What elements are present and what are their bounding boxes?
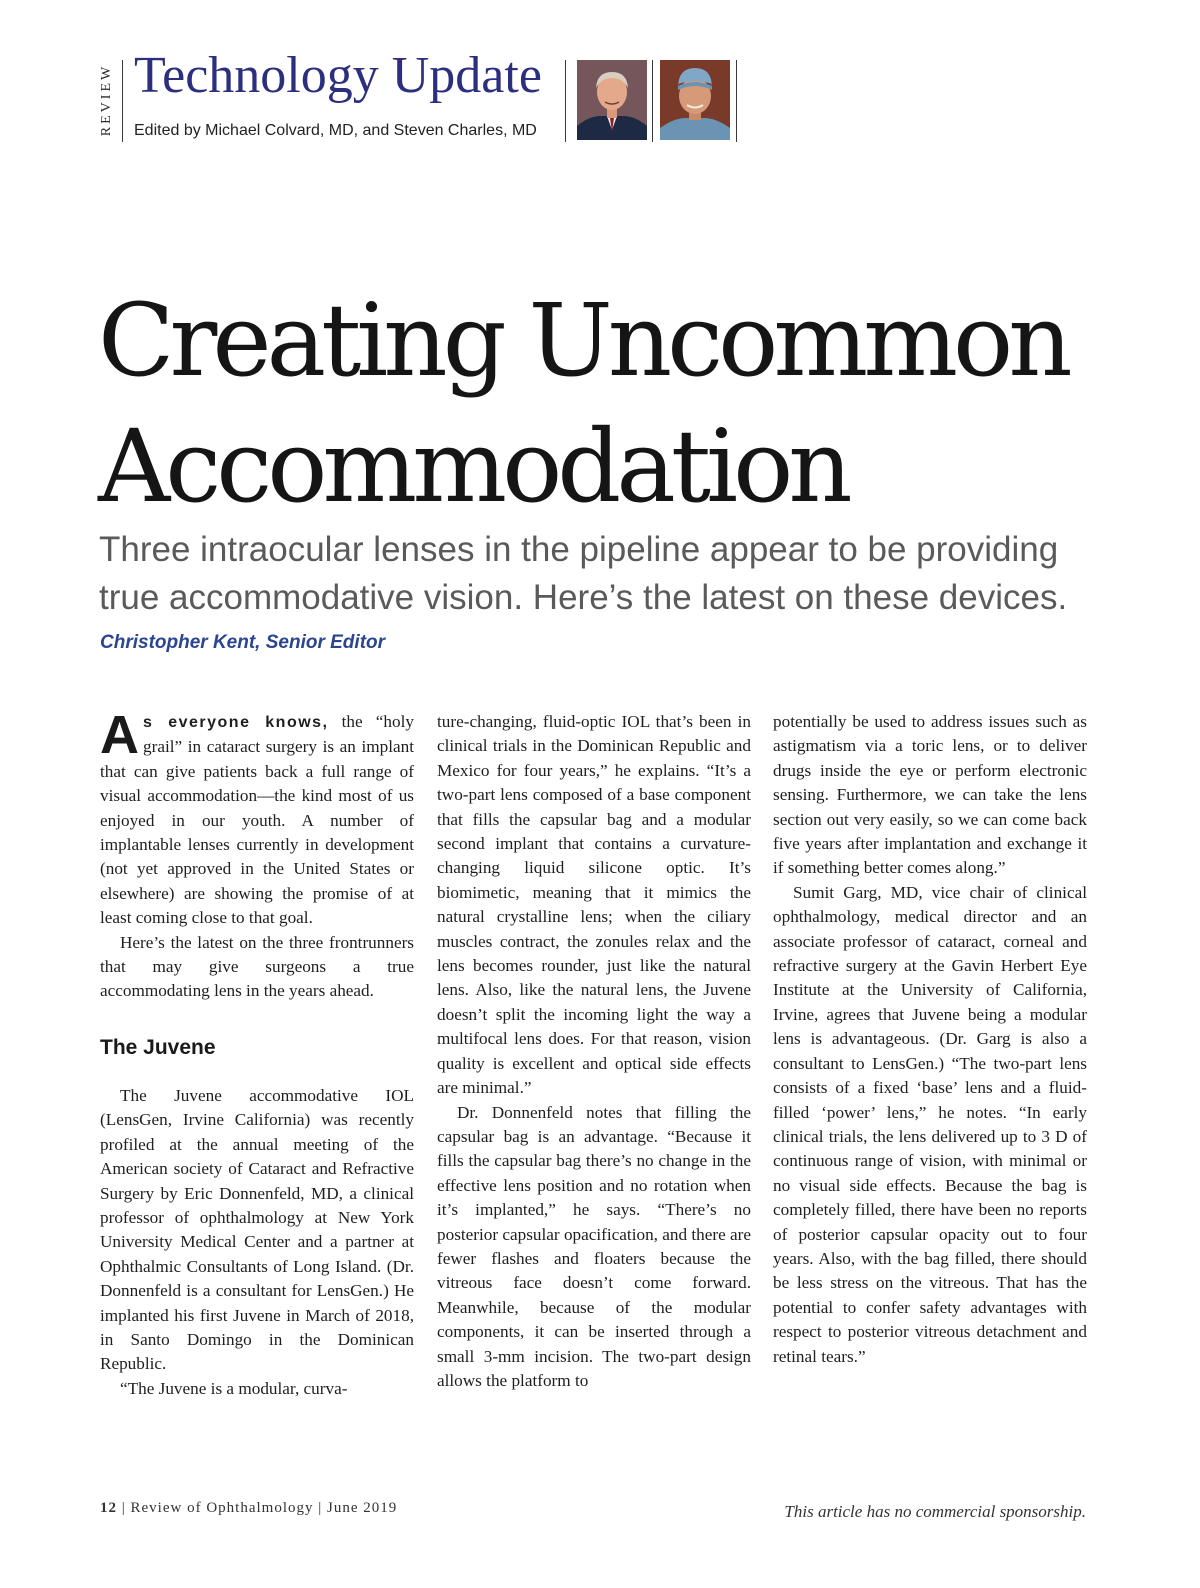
header-divider	[122, 60, 123, 142]
issue-date: June 2019	[327, 1500, 398, 1516]
paragraph: As everyone knows, the “holy grail” in cataract surgery is an implant that can give patients back a full range of visual accommodation—the kind most of us enjoyed in our youth. A number of implantable lenses currently in development (not yet approved in the United States or elsewhere) are showing the promise of at least coming close to that goal.	[100, 705, 414, 928]
body-column-2	[437, 710, 751, 1393]
body-column-1	[100, 705, 414, 1401]
magazine-tag: REVIEW	[99, 63, 114, 137]
paragraph: potentially be used to address issues such as astigmatism via a toric lens, or to deliver drugs inside the eye or perform electronic sensing. Furthermore, we can take the lens section out very easily, so we can come back five years after implantation and exchange it if something better comes along.”	[773, 712, 1087, 878]
column-title: Technology Update	[134, 47, 542, 104]
column-editors: Edited by Michael Colvard, MD, and Steven Charles, MD	[134, 122, 537, 139]
photo-divider-right	[736, 60, 737, 142]
publication-name: Review of Ophthalmology	[130, 1500, 314, 1516]
paragraph: Dr. Donnenfeld notes that filling the capsular bag is an advantage. “Because it fills the capsular bag there’s no change in the effective lens position and no rotation when it’s implanted,” he says. “There’s no posterior capsular opacification, and there are fewer flashes and floaters because the vitreous face doesn’t come forward. Meanwhile, because of the modular components, it can be inserted through a small 3-mm incision. The two-part design allows the platform to	[437, 1102, 751, 1390]
sponsorship-disclaimer: This article has no commercial sponsorship.	[784, 1502, 1086, 1521]
editor-photo-colvard	[577, 60, 647, 140]
photo-divider-left	[565, 60, 566, 142]
editor-photo-charles	[660, 60, 730, 140]
page-number: 12	[100, 1500, 117, 1516]
paragraph: Sumit Garg, MD, vice chair of clinical ophthalmology, medical director and an associate professor of cataract, corneal and refractive surgery at the Gavin Herbert Eye Institute at the University of California, Irvine, agrees that Juvene being a modular lens is advantageous. (Dr. Garg is also a consultant to LensGen.) “The two-part lens consists of a fixed ‘base’ lens and a fluid-filled ‘power’ lens,” he notes. “In early clinical trials, the lens delivered up to 3 D of continuous range of vision, with minimal or no visual side effects. Because the bag is completely filled, there have been no reports of posterior capsular opacity out to four years. Also, with the bag filled, there should be less stress on the vitreous. That has the potential to confer safety advantages with respect to posterior vitreous detachment and retinal tears.”	[773, 882, 1087, 1366]
photo-divider-middle	[652, 60, 653, 142]
paragraph: “The Juvene is a modular, curva-	[120, 1378, 348, 1398]
article-deck: Three intraocular lenses in the pipeline appear to be providing true accommodative vision. Here’s the latest on these devices.	[99, 530, 1068, 617]
page-footer: 12 | Review of Ophthalmology | June 2019	[100, 1500, 398, 1516]
paragraph: Here’s the latest on the three frontrunners that may give surgeons a true accommodating lens in the years ahead.	[100, 932, 414, 1001]
article-byline: Christopher Kent, Senior Editor	[100, 632, 386, 653]
paragraph: ture-changing, fluid-optic IOL that’s been in clinical trials in the Dominican Republic and Mexico for four years,” he explains. “It’s a two-part lens composed of a base component that fills the capsular bag and a modular second implant that contains a curvature-changing liquid silicone optic. It’s biomimetic, meaning that it mimics the natural crystalline lens; when the ciliary muscles contract, the zonules relax and the lens becomes rounder, just like the natural lens. Also, like the natural lens, the Juvene doesn’t split the incoming light the way a multifocal lens does. For that reason, vision quality is excellent and optical side effects are minimal.”	[437, 712, 751, 1098]
body-column-3	[773, 710, 1087, 1369]
section-heading: The Juvene	[100, 1035, 216, 1059]
paragraph: The Juvene accommodative IOL (LensGen, Irvine California) was recently profiled at the annual meeting of the American society of Cataract and Refractive Surgery by Eric Donnenfeld, MD, a clinical professor of ophthalmology at New York University Medical Center and a partner at Ophthalmic Consultants of Long Island. (Dr. Donnenfeld is a consultant for LensGen.) He implanted his first Juvene in March of 2018, in Santo Domingo in the Dominican Republic.	[100, 1085, 414, 1374]
article-title	[98, 278, 1068, 530]
article-title-line1: Creating Uncommon	[98, 282, 1068, 399]
lead-in: s everyone knows,	[143, 714, 329, 731]
drop-cap: A	[100, 705, 139, 765]
article-title-line2: Accommodation	[98, 408, 848, 525]
